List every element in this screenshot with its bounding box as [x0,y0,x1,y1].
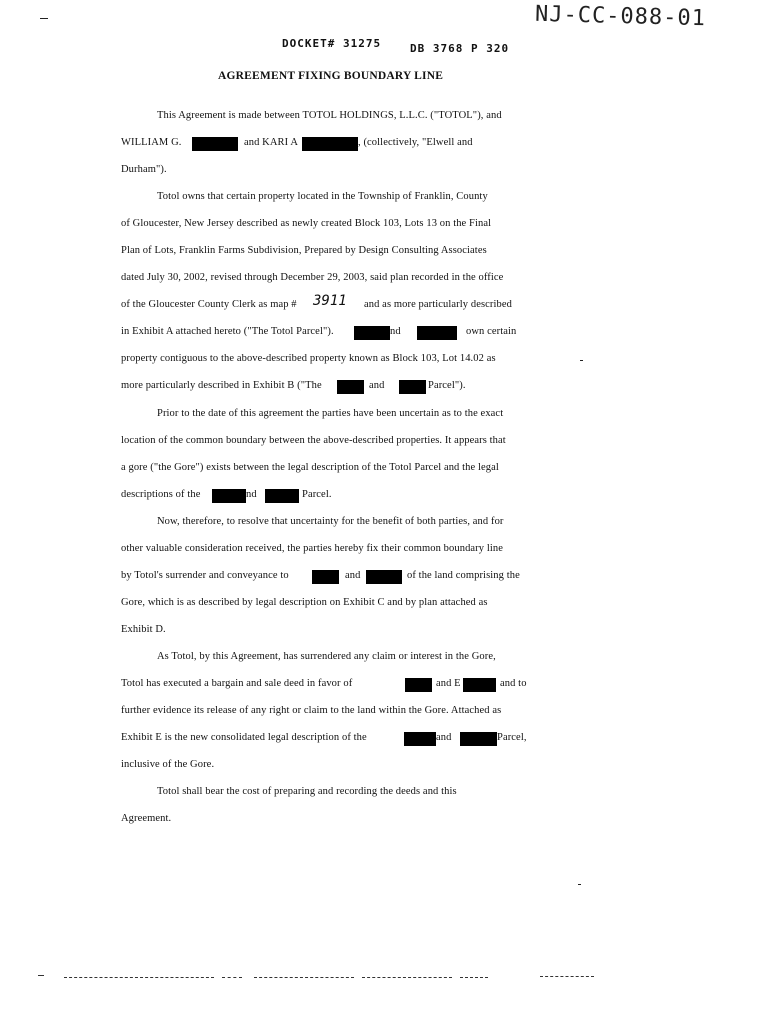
text-line: Gore, which is as described by legal description on Exhibit C and by plan attached as [121,597,488,608]
redaction-block [463,678,496,692]
text-line: Parcel. [302,489,332,500]
redaction-block [265,489,299,503]
text-line: Exhibit E is the new consolidated legal description of the [121,732,367,743]
margin-mark [40,18,48,19]
scan-artifact-line [38,975,44,977]
handwritten-document-id: NJ-CC-088-01 [534,1,707,32]
text-line: Totol has executed a bargain and sale deed in favor of [121,678,353,689]
text-line: own certain [466,326,517,337]
text-line: Exhibit D. [121,624,166,635]
redaction-block [354,326,390,340]
redaction-block [460,732,497,746]
text-line: As Totol, by this Agreement, has surrendered any claim or interest in the Gore, [157,651,496,662]
text-line: location of the common boundary between the above-described properties. It appears that [121,435,506,446]
text-line: Prior to the date of this agreement the parties have been uncertain as to the exact [157,408,504,419]
text-line: This Agreement is made between TOTOL HOLDINGS, L.L.C. ("TOTOL"), and [157,110,502,121]
text-line: of the Gloucester County Clerk as map # [121,299,297,310]
text-line: in Exhibit A attached hereto ("The Totol Parcel"). [121,326,334,337]
redaction-block [337,380,364,394]
text-line: Now, therefore, to resolve that uncertainty for the benefit of both parties, and for [157,516,504,527]
text-line: a gore ("the Gore") exists between the legal description of the Totol Parcel and the legal [121,462,499,473]
redaction-block [405,678,432,692]
book-page-stamp: DB 3768 P 320 [410,42,510,55]
scan-artifact-line [362,977,452,979]
document-title: AGREEMENT FIXING BOUNDARY LINE [218,70,444,82]
scan-artifact-line [64,977,214,979]
handwritten-map-number: 3911 [313,293,347,309]
margin-mark [578,884,581,885]
redaction-block [312,570,339,584]
margin-mark [580,360,583,361]
text-line: Durham"). [121,164,167,175]
text-line: and [369,380,385,391]
text-line: dated July 30, 2002, revised through December 29, 2003, said plan recorded in the office [121,272,504,283]
scan-artifact-line [540,976,594,978]
redaction-block [417,326,457,340]
text-line: Totol shall bear the cost of preparing and recording the deeds and this [157,786,457,797]
redaction-block [302,137,358,151]
text-line: property contiguous to the above-described property known as Block 103, Lot 14.02 as [121,353,496,364]
text-line: Parcel, [497,732,527,743]
text-line: and as more particularly described [364,299,513,310]
text-line: Parcel"). [428,380,466,391]
text-line: and to [500,678,527,689]
redaction-block [404,732,436,746]
redaction-block [366,570,402,584]
scan-artifact-line [222,977,242,979]
text-line: other valuable consideration received, the parties hereby fix their common boundary line [121,543,503,554]
text-line: nd [246,489,257,500]
text-line: , (collectively, "Elwell and [358,137,473,148]
text-line: and E [436,678,461,689]
text-line: by Totol's surrender and conveyance to [121,570,289,581]
text-line: Agreement. [121,813,172,824]
text-line: further evidence its release of any right or claim to the land within the Gore. Attached as [121,705,502,716]
text-line: Totol owns that certain property located in the Township of Franklin, County [157,191,488,202]
text-line: WILLIAM G. [121,137,182,148]
text-line: and [345,570,361,581]
text-line: nd [390,326,401,337]
scan-artifact-line [460,977,488,979]
redaction-block [192,137,238,151]
text-line: more particularly described in Exhibit B ("The [121,380,322,391]
text-line: descriptions of the [121,489,201,500]
text-line: and KARI A [244,137,299,148]
docket-stamp: DOCKET# 31275 [282,37,382,50]
redaction-block [212,489,246,503]
text-line: and [436,732,452,743]
text-line: Plan of Lots, Franklin Farms Subdivision, Prepared by Design Consulting Associates [121,245,487,256]
redaction-block [399,380,426,394]
text-line: inclusive of the Gore. [121,759,215,770]
text-line: of Gloucester, New Jersey described as newly created Block 103, Lots 13 on the Final [121,218,492,229]
scan-artifact-line [254,977,354,979]
text-line: of the land comprising the [407,570,520,581]
